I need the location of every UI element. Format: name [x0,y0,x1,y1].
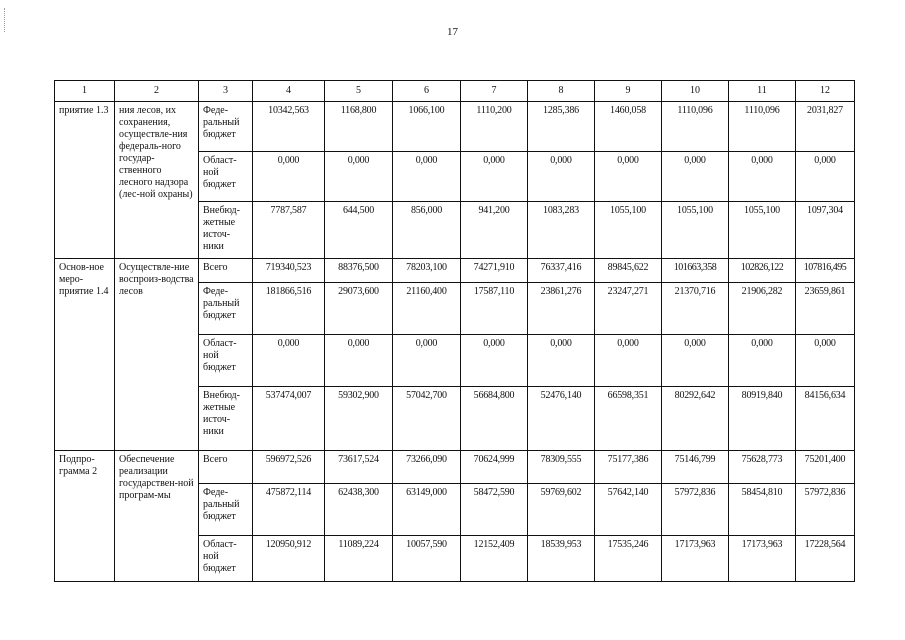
value-cell: 58472,590 [461,484,528,536]
value-cell: 80919,840 [729,387,796,451]
value-cell: 23861,276 [528,283,595,335]
value-cell: 0,000 [528,335,595,387]
value-cell: 57042,700 [393,387,461,451]
funding-source-cell: Всего [199,259,253,283]
header-row [55,81,855,102]
table-row [55,102,855,152]
value-cell: 57972,836 [796,484,855,536]
measure-cell: Основ-ное меро-приятие 1.4 [55,259,115,451]
value-cell: 23247,271 [595,283,662,335]
value-cell: 17173,963 [662,536,729,582]
value-cell: 10057,590 [393,536,461,582]
value-cell: 719340,523 [253,259,325,283]
value-cell: 89845,622 [595,259,662,283]
value-cell: 73266,090 [393,451,461,484]
funding-source-cell: Феде-ральный бюджет [199,283,253,335]
value-cell: 856,000 [393,202,461,259]
value-cell: 0,000 [729,335,796,387]
value-cell: 101663,358 [662,259,729,283]
value-cell: 0,000 [461,335,528,387]
funding-source-cell: Внебюд-жетные источ-ники [199,202,253,259]
value-cell: 18539,953 [528,536,595,582]
value-cell: 0,000 [253,152,325,202]
value-cell: 1055,100 [595,202,662,259]
value-cell: 644,500 [325,202,393,259]
value-cell: 17228,564 [796,536,855,582]
value-cell: 12152,409 [461,536,528,582]
value-cell: 57972,836 [662,484,729,536]
funding-source-cell: Област-ной бюджет [199,152,253,202]
table-row [55,451,855,484]
header-cell: 4 [253,81,325,102]
value-cell: 1083,283 [528,202,595,259]
value-cell: 0,000 [461,152,528,202]
header-cell: 3 [199,81,253,102]
value-cell: 63149,000 [393,484,461,536]
value-cell: 76337,416 [528,259,595,283]
value-cell: 74271,910 [461,259,528,283]
value-cell: 29073,600 [325,283,393,335]
description-cell: Обеспечение реализации государствен-ной програм-мы [115,451,199,582]
value-cell: 23659,861 [796,283,855,335]
value-cell: 17173,963 [729,536,796,582]
value-cell: 0,000 [729,152,796,202]
value-cell: 0,000 [796,335,855,387]
value-cell: 62438,300 [325,484,393,536]
value-cell: 1168,800 [325,102,393,152]
value-cell: 0,000 [796,152,855,202]
funding-source-cell: Внебюд-жетные источ-ники [199,387,253,451]
value-cell: 475872,114 [253,484,325,536]
value-cell: 0,000 [393,152,461,202]
funding-source-cell: Област-ной бюджет [199,335,253,387]
value-cell: 84156,634 [796,387,855,451]
value-cell: 0,000 [253,335,325,387]
value-cell: 0,000 [393,335,461,387]
value-cell: 10342,563 [253,102,325,152]
funding-source-cell: Област-ной бюджет [199,536,253,582]
value-cell: 0,000 [662,335,729,387]
value-cell: 1460,058 [595,102,662,152]
value-cell: 0,000 [595,335,662,387]
value-cell: 52476,140 [528,387,595,451]
value-cell: 941,200 [461,202,528,259]
value-cell: 1066,100 [393,102,461,152]
header-cell: 10 [662,81,729,102]
value-cell: 11089,224 [325,536,393,582]
value-cell: 17535,246 [595,536,662,582]
value-cell: 1110,096 [729,102,796,152]
header-cell: 7 [461,81,528,102]
value-cell: 7787,587 [253,202,325,259]
value-cell: 102826,122 [729,259,796,283]
page-number: 17 [447,26,458,38]
value-cell: 80292,642 [662,387,729,451]
value-cell: 120950,912 [253,536,325,582]
description-cell: Осуществле-ние воспроиз-водства лесов [115,259,199,451]
funding-source-cell: Всего [199,451,253,484]
value-cell: 0,000 [325,152,393,202]
value-cell: 75146,799 [662,451,729,484]
value-cell: 17587,110 [461,283,528,335]
value-cell: 0,000 [662,152,729,202]
value-cell: 2031,827 [796,102,855,152]
value-cell: 58454,810 [729,484,796,536]
value-cell: 0,000 [595,152,662,202]
header-cell: 8 [528,81,595,102]
header-cell: 1 [55,81,115,102]
header-cell: 9 [595,81,662,102]
value-cell: 75628,773 [729,451,796,484]
funding-source-cell: Феде-ральный бюджет [199,102,253,152]
header-cell: 5 [325,81,393,102]
header-cell: 6 [393,81,461,102]
budget-table [54,80,855,582]
value-cell: 75201,400 [796,451,855,484]
header-cell: 12 [796,81,855,102]
value-cell: 181866,516 [253,283,325,335]
measure-cell: Подпро-грамма 2 [55,451,115,582]
value-cell: 57642,140 [595,484,662,536]
table-row [55,259,855,283]
value-cell: 1285,386 [528,102,595,152]
value-cell: 1097,304 [796,202,855,259]
value-cell: 70624,999 [461,451,528,484]
value-cell: 78203,100 [393,259,461,283]
header-cell: 11 [729,81,796,102]
value-cell: 1055,100 [729,202,796,259]
funding-source-cell: Феде-ральный бюджет [199,484,253,536]
value-cell: 21160,400 [393,283,461,335]
value-cell: 59769,602 [528,484,595,536]
value-cell: 107816,495 [796,259,855,283]
value-cell: 88376,500 [325,259,393,283]
value-cell: 59302,900 [325,387,393,451]
value-cell: 537474,007 [253,387,325,451]
measure-cell: приятие 1.3 [55,102,115,259]
value-cell: 66598,351 [595,387,662,451]
value-cell: 596972,526 [253,451,325,484]
description-cell: ния лесов, их сохранения, осуществле-ния федераль-ного государ-ственного лесного надзора (лес-ной охраны) [115,102,199,259]
value-cell: 56684,800 [461,387,528,451]
value-cell: 75177,386 [595,451,662,484]
value-cell: 1110,096 [662,102,729,152]
value-cell: 78309,555 [528,451,595,484]
value-cell: 0,000 [325,335,393,387]
value-cell: 1110,200 [461,102,528,152]
value-cell: 73617,524 [325,451,393,484]
value-cell: 0,000 [528,152,595,202]
value-cell: 21906,282 [729,283,796,335]
value-cell: 21370,716 [662,283,729,335]
header-cell: 2 [115,81,199,102]
value-cell: 1055,100 [662,202,729,259]
